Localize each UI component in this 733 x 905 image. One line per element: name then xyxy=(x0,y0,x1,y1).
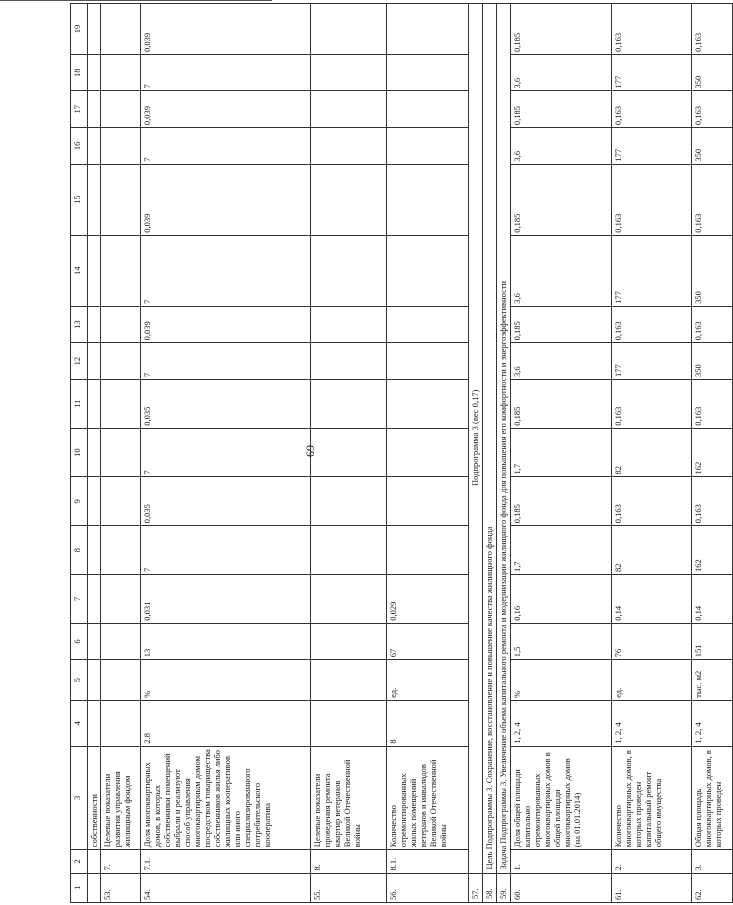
value-cell xyxy=(88,91,101,128)
indicator-name-cell: Общая площадь многоквартирных домов, в которых проведен xyxy=(692,746,733,850)
value-cell xyxy=(101,526,141,575)
column-number-cell: 10 xyxy=(71,428,88,477)
value-cell: 82 xyxy=(612,526,692,575)
row-number-cell: 55. xyxy=(311,873,387,902)
value-cell: 151 xyxy=(692,623,733,660)
value-cell: 350 xyxy=(692,343,733,380)
value-cell: 0,029 xyxy=(387,574,469,623)
value-cell: 7 xyxy=(141,54,311,91)
value-cell xyxy=(101,700,141,746)
row-number-cell: 61. xyxy=(612,873,692,902)
value-cell xyxy=(311,4,387,55)
value-cell xyxy=(88,128,101,165)
value-cell xyxy=(88,623,101,660)
column-number-cell: 3 xyxy=(71,746,88,850)
value-cell: 0,163 xyxy=(612,379,692,428)
value-cell: 0,163 xyxy=(692,91,733,128)
column-number-cell: 14 xyxy=(71,235,88,306)
column-number-cell: 6 xyxy=(71,623,88,660)
value-cell: 1, 2, 4 xyxy=(511,700,612,746)
value-cell xyxy=(101,660,141,701)
table-row xyxy=(88,4,101,903)
value-cell: 0,163 xyxy=(612,306,692,343)
column-number-cell: 19 xyxy=(71,4,88,55)
value-cell xyxy=(101,623,141,660)
value-cell: 177 xyxy=(612,343,692,380)
value-cell: 177 xyxy=(612,235,692,306)
value-cell xyxy=(101,4,141,55)
value-cell: 7. xyxy=(101,850,141,873)
row-number-cell: 60. xyxy=(511,873,612,902)
value-cell: 0,14 xyxy=(612,574,692,623)
value-cell: 1,7 xyxy=(511,526,612,575)
value-cell: 2. xyxy=(612,850,692,873)
value-cell: 0,14 xyxy=(692,574,733,623)
value-cell xyxy=(311,428,387,477)
column-number-cell: 4 xyxy=(71,700,88,746)
table-row xyxy=(692,4,733,903)
column-number-cell: 2 xyxy=(71,850,88,873)
value-cell: 0,163 xyxy=(612,477,692,526)
column-number-row xyxy=(71,4,88,903)
value-cell xyxy=(311,660,387,701)
value-cell xyxy=(101,477,141,526)
value-cell: ед. xyxy=(387,660,469,701)
value-cell: 0,035 xyxy=(141,477,311,526)
value-cell: 0,163 xyxy=(692,164,733,235)
value-cell: 0,163 xyxy=(692,379,733,428)
value-cell: 1, 2, 4 xyxy=(612,700,692,746)
value-cell xyxy=(101,54,141,91)
value-cell: 0,185 xyxy=(511,91,612,128)
table-body xyxy=(71,4,733,903)
column-number-cell: 7 xyxy=(71,574,88,623)
value-cell: 7 xyxy=(141,343,311,380)
value-cell xyxy=(88,235,101,306)
column-number-cell: 11 xyxy=(71,379,88,428)
value-cell xyxy=(311,235,387,306)
column-number-cell: 13 xyxy=(71,306,88,343)
value-cell: 3,6 xyxy=(511,54,612,91)
value-cell: % xyxy=(141,660,311,701)
indicator-name-cell: Доля многоквартирных домов, в которых собственники помещений выбрали и реализуют способ управления многоквартирным домом посредством товарищества собственников жилья либо жилищных кооперативов или иного специализированного потребительского кооператива xyxy=(141,746,311,850)
value-cell xyxy=(88,526,101,575)
column-number-cell: 1 xyxy=(71,873,88,902)
value-cell xyxy=(88,428,101,477)
table-row xyxy=(612,4,692,903)
value-cell xyxy=(311,306,387,343)
table-row xyxy=(387,4,469,903)
section-title-cell: Подпрограмма 3 (вес 0,17) xyxy=(469,4,483,874)
value-cell xyxy=(101,235,141,306)
value-cell: 2.8 xyxy=(141,700,311,746)
value-cell xyxy=(311,623,387,660)
column-number-cell: 18 xyxy=(71,54,88,91)
value-cell: 0,163 xyxy=(612,4,692,55)
value-cell xyxy=(387,306,469,343)
value-cell: 0,185 xyxy=(511,4,612,55)
value-cell: 76 xyxy=(612,623,692,660)
value-cell xyxy=(311,128,387,165)
value-cell: 350 xyxy=(692,128,733,165)
value-cell xyxy=(311,379,387,428)
value-cell: ед. xyxy=(612,660,692,701)
value-cell: 7 xyxy=(141,526,311,575)
value-cell: 7.1. xyxy=(141,850,311,873)
value-cell xyxy=(311,343,387,380)
value-cell: 0,16 xyxy=(511,574,612,623)
page-number: 69 xyxy=(303,445,317,457)
value-cell: % xyxy=(511,660,612,701)
section-row xyxy=(469,4,483,903)
value-cell xyxy=(101,91,141,128)
value-cell xyxy=(88,700,101,746)
value-cell: 0,163 xyxy=(692,477,733,526)
value-cell: 0,039 xyxy=(141,4,311,55)
value-cell xyxy=(88,574,101,623)
value-cell xyxy=(101,164,141,235)
value-cell xyxy=(88,343,101,380)
value-cell: тыс. м2 xyxy=(692,660,733,701)
value-cell xyxy=(311,164,387,235)
value-cell xyxy=(311,54,387,91)
value-cell: 0,039 xyxy=(141,306,311,343)
value-cell: 350 xyxy=(692,235,733,306)
value-cell: 1,5 xyxy=(511,623,612,660)
section-row xyxy=(483,4,497,903)
indicator-name-cell: Целевые показатели проведения ремонта квартир ветеранов Великой Отечественной войны xyxy=(311,746,387,850)
value-cell: 7 xyxy=(141,128,311,165)
value-cell xyxy=(311,574,387,623)
value-cell xyxy=(387,477,469,526)
row-number-cell: 53. xyxy=(101,873,141,902)
value-cell: 8. xyxy=(311,850,387,873)
value-cell: 0,163 xyxy=(612,164,692,235)
value-cell xyxy=(101,428,141,477)
value-cell: 177 xyxy=(612,54,692,91)
value-cell xyxy=(88,850,101,873)
row-number-cell: 58. xyxy=(483,873,497,902)
value-cell: 3,6 xyxy=(511,343,612,380)
indicator-name-cell: Целевые показатели развития управления жилищным фондом xyxy=(101,746,141,850)
value-cell xyxy=(387,91,469,128)
value-cell: 67 xyxy=(387,623,469,660)
indicator-name-cell: Количество многоквартирных домов, в которых проведен капитальный ремонт общего имущества xyxy=(612,746,692,850)
row-number-cell: 62. xyxy=(692,873,733,902)
value-cell: 162 xyxy=(692,526,733,575)
value-cell xyxy=(88,4,101,55)
value-cell xyxy=(387,128,469,165)
value-cell: 1. xyxy=(511,850,612,873)
value-cell: 0,031 xyxy=(141,574,311,623)
column-number-cell: 8 xyxy=(71,526,88,575)
value-cell: 177 xyxy=(612,128,692,165)
value-cell: 3,6 xyxy=(511,128,612,165)
indicator-name-cell: Доля общей площади капитально отремонтированных многоквартирных домов в общей площади многоквартирных домов (на 01.01.2014) xyxy=(511,746,612,850)
table-row xyxy=(511,4,612,903)
value-cell xyxy=(101,574,141,623)
value-cell: 162 xyxy=(692,428,733,477)
value-cell xyxy=(88,660,101,701)
value-cell: 0,163 xyxy=(692,4,733,55)
indicator-name-cell: Количество отремонтированных жилых помещений ветеранов и инвалидов Великой Отечественной войны xyxy=(387,746,469,850)
section-row xyxy=(497,4,511,903)
value-cell xyxy=(88,306,101,343)
value-cell xyxy=(88,164,101,235)
value-cell xyxy=(101,343,141,380)
value-cell: 7 xyxy=(141,235,311,306)
value-cell xyxy=(387,379,469,428)
value-cell: 0,035 xyxy=(141,379,311,428)
value-cell xyxy=(311,526,387,575)
column-number-cell: 16 xyxy=(71,128,88,165)
value-cell xyxy=(387,235,469,306)
value-cell xyxy=(311,477,387,526)
table-row xyxy=(141,4,311,903)
value-cell xyxy=(387,526,469,575)
table-row xyxy=(311,4,387,903)
value-cell: 3,6 xyxy=(511,235,612,306)
column-number-cell: 17 xyxy=(71,91,88,128)
value-cell xyxy=(387,4,469,55)
value-cell: 350 xyxy=(692,54,733,91)
value-cell: 82 xyxy=(612,428,692,477)
value-cell: 7 xyxy=(141,428,311,477)
value-cell: 0,039 xyxy=(141,164,311,235)
value-cell: 8 xyxy=(387,700,469,746)
row-number-cell xyxy=(88,873,101,902)
row-number-cell: 56. xyxy=(387,873,469,902)
value-cell xyxy=(387,164,469,235)
indicator-name-cell: собственности xyxy=(88,746,101,850)
column-number-cell: 9 xyxy=(71,477,88,526)
value-cell xyxy=(387,54,469,91)
top-rule xyxy=(0,0,272,1)
value-cell: 1,7 xyxy=(511,428,612,477)
value-cell xyxy=(88,54,101,91)
value-cell xyxy=(311,700,387,746)
value-cell xyxy=(387,343,469,380)
column-number-cell: 5 xyxy=(71,660,88,701)
value-cell: 13 xyxy=(141,623,311,660)
rotated-table-container xyxy=(70,3,724,903)
column-number-cell: 15 xyxy=(71,164,88,235)
value-cell: 8.1. xyxy=(387,850,469,873)
value-cell xyxy=(88,477,101,526)
value-cell xyxy=(101,128,141,165)
indicators-table xyxy=(70,3,733,903)
table-row xyxy=(101,4,141,903)
value-cell: 0,185 xyxy=(511,477,612,526)
value-cell xyxy=(311,91,387,128)
row-number-cell: 57. xyxy=(469,873,483,902)
section-title-cell: Цель Подпрограммы 3. Сохранение, восстановление и повышение качества жилищного фонда xyxy=(483,4,497,874)
value-cell xyxy=(387,428,469,477)
value-cell: 0,163 xyxy=(692,306,733,343)
row-number-cell: 54. xyxy=(141,873,311,902)
value-cell: 0,185 xyxy=(511,379,612,428)
value-cell xyxy=(88,379,101,428)
value-cell: 0,185 xyxy=(511,164,612,235)
value-cell xyxy=(101,379,141,428)
value-cell: 1, 2, 4 xyxy=(692,700,733,746)
value-cell xyxy=(101,306,141,343)
section-title-cell: Задача Подпрограммы 3. Увеличение объема капитального ремонта и модернизации жилищного фонда для повышения его комфортности и энергоэффективности xyxy=(497,4,511,874)
column-number-cell: 12 xyxy=(71,343,88,380)
value-cell: 0,039 xyxy=(141,91,311,128)
value-cell: 3. xyxy=(692,850,733,873)
value-cell: 0,185 xyxy=(511,306,612,343)
value-cell: 0,163 xyxy=(612,91,692,128)
row-number-cell: 59. xyxy=(497,873,511,902)
